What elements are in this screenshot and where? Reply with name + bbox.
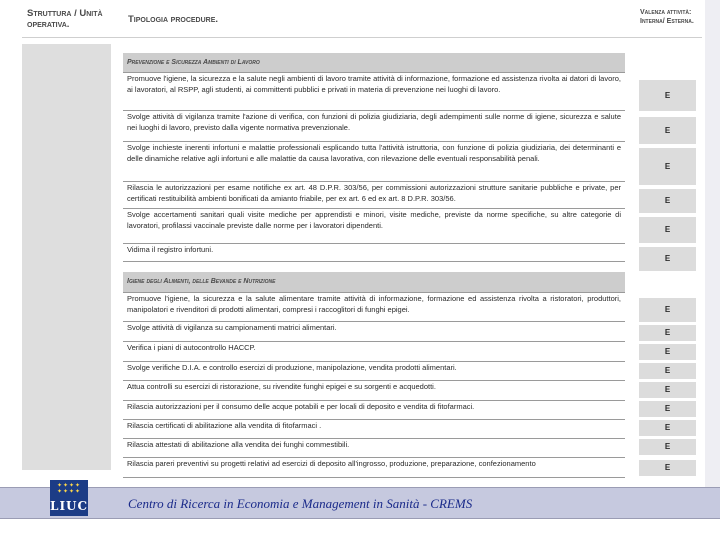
- footer-caption: Centro di Ricerca in Economia e Management in Sanità - CREMS: [128, 496, 473, 511]
- header-tipologia: Tipologia procedure.: [128, 14, 219, 25]
- header-struttura-line2: operativa.: [27, 19, 70, 30]
- valenza-cell: E: [639, 298, 696, 322]
- table-row: Rilascia pareri preventivi su progetti relativi ad esercizi di deposito all'ingrosso, produzione, preparazione, confezionamento: [123, 458, 625, 478]
- header-struttura-line1: Struttura / Unità: [27, 8, 103, 19]
- table-row: Verifica i piani di autocontrollo HACCP.: [123, 342, 625, 362]
- table-row: Svolge inchieste inerenti infortuni e malattie professionali esplicando tutta l'attività istruttoria, con funzione di polizia giudiziaria, dei determinanti e delle dinamiche relative agli infortuni e alle malattie da causa lavorativa, con rilevazione delle eventuali responsabilità penali.: [123, 142, 625, 182]
- liuc-logo: [50, 480, 88, 516]
- valenza-cell: E: [639, 363, 696, 379]
- table-row: Promuove l'igiene, la sicurezza e la salute negli ambienti di lavoro tramite attività di informazione, formazione ed assistenza rivolta ai datori di lavoro, ai lavoratori, al RSPP, agli studenti, ai committenti pubblici e privati in materia di prevenzione nei luoghi di lavoro.: [123, 72, 625, 111]
- valenza-cell: E: [639, 420, 696, 436]
- table-row: Vidima il registro infortuni.: [123, 244, 625, 262]
- table-row: Svolge attività di vigilanza tramite l'azione di verifica, con funzioni di polizia giudiziaria, degli adempimenti sulle norme di igiene, sicurezza e salute nei luoghi di lavoro, previsto dalla vigente normativa prevenzionale.: [123, 111, 625, 142]
- table-row: Rilascia le autorizzazioni per esame notifiche ex art. 48 D.P.R. 303/56, per commissioni autorizzazioni strutture sanitarie pubbliche e private, per certificati restituibilità ambienti bonificati da amianto friabile, per ex art. 6 ed ex art. 8 D.P.R. 303/56.: [123, 182, 625, 209]
- table-row: Svolge verifiche D.I.A. e controllo esercizi di produzione, manipolazione, vendita prodotti alimentari.: [123, 362, 625, 381]
- header-divider: [22, 37, 702, 38]
- valenza-cell: E: [639, 247, 696, 271]
- table-row: Promuove l'igiene, la sicurezza e la salute alimentare tramite attività di informazione, formazione ed assistenza rivolta a ristoratori, produttori, manipolatori e rivenditori di prodotti alimentari, compresi i raccoglitori di funghi epigei.: [123, 292, 625, 322]
- table-row: Svolge accertamenti sanitari quali visite mediche per apprendisti e minori, visite mediche, previste da norme specifiche, su altre categorie di lavoratori, profilassi vaccinale previste dalle norme per i lavoratori dipendenti.: [123, 209, 625, 244]
- valenza-cell: E: [639, 117, 696, 144]
- valenza-cell: E: [639, 80, 696, 111]
- header-valenza-line2: Interna/ Esterna.: [640, 18, 694, 25]
- table-row: Svolge attività di vigilanza su campionamenti matrici alimentari.: [123, 322, 625, 342]
- valenza-cell: E: [639, 325, 696, 341]
- valenza-cell: E: [639, 148, 696, 185]
- valenza-cell: E: [639, 439, 696, 455]
- section-header-prevenzione: Prevenzione e Sicurezza Ambienti di Lavoro: [123, 53, 625, 72]
- stars-icon: ✦✦✦✦ ✦✦✦✦: [56, 483, 82, 495]
- table-row: Attua controlli su esercizi di ristorazione, su rivendite funghi epigei e su sorgenti e acquedotti.: [123, 381, 625, 401]
- table-row: Rilascia autorizzazioni per il consumo delle acque potabili e per locali di deposito e vendita di fitofarmaci.: [123, 401, 625, 420]
- table-row: Rilascia attestati di abilitazione alla vendita dei funghi commestibili.: [123, 439, 625, 458]
- valenza-cell: E: [639, 401, 696, 417]
- valenza-cell: E: [639, 189, 696, 213]
- header-valenza: [640, 8, 715, 26]
- table-row: Rilascia certificati di abilitazione alla vendita di fitofarmaci .: [123, 420, 625, 439]
- valenza-cell: E: [639, 382, 696, 398]
- header-valenza-line1: Valenza attività:: [640, 9, 692, 16]
- logo-text: LIUC: [50, 499, 89, 513]
- valenza-cell: E: [639, 344, 696, 360]
- section-header-alimenti: Igiene degli Alimenti, delle Bevande e Nutrizione: [123, 272, 625, 292]
- struttura-column: [22, 44, 111, 470]
- valenza-cell: E: [639, 460, 696, 476]
- valenza-cell: E: [639, 217, 696, 243]
- header-struttura: [27, 8, 117, 30]
- right-margin-bar: [705, 0, 720, 487]
